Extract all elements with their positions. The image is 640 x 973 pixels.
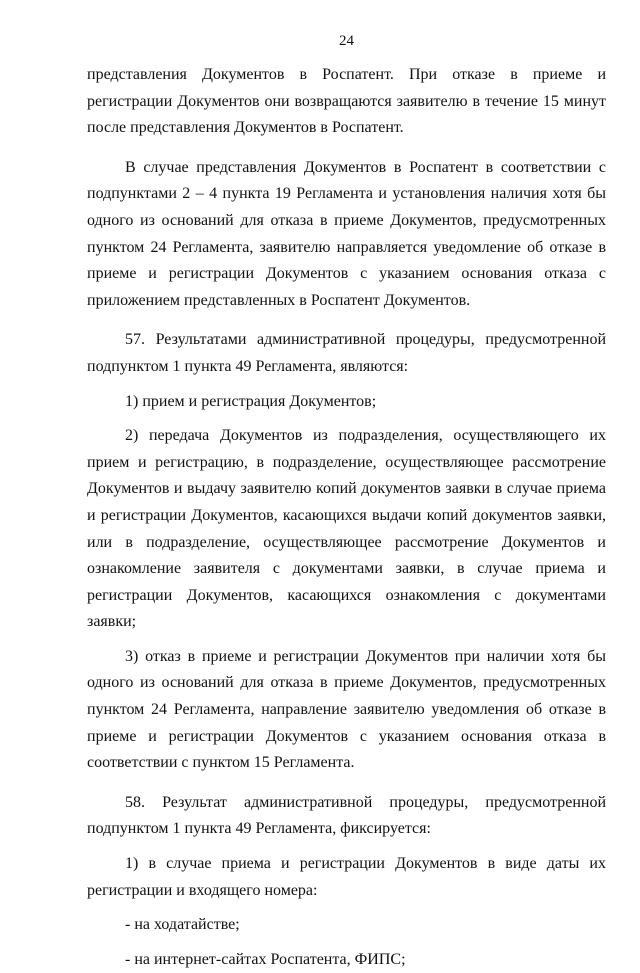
list-item-petition: - на ходатайстве;	[125, 916, 240, 934]
list-item-websites: - на интернет-сайтах Роспатента, ФИПС;	[125, 950, 406, 968]
paragraph-continuation: представления Документов в Роспатент. При отказе в приеме и регистрации Документов они возвращаются заявителю в течение 15 минут после представления Документов в Роспатент.	[87, 66, 606, 137]
paragraph-57-item-2: 2) передача Документов из подразделения, осуществляющего их прием и регистрацию, в подразделение, осуществляющее рассмотрение Документов и выдачу заявителю копий документов заявки в случае приема и регистрации Документов, касающихся выдачи копий документов заявки, или в подразделение, осуществляющее рассмотрение Документов и ознакомление заявителя с документами заявки, в случае приема и регистрации Документов, касающихся ознакомления с документами заявки;	[87, 427, 606, 631]
paragraph-57-item-3: 3) отказ в приеме и регистрации Документов при наличии хотя бы одного из оснований для отказа в приеме Документов, предусмотренных пунктом 24 Регламента, направление заявителю уведомления об отказе в приеме и регистрации Документов с указанием основания отказа в соответствии с пунктом 15 Регламента.	[87, 647, 606, 772]
paragraph-58-item-1: 1) в случае приема и регистрации Документов в виде даты их регистрации и входящего номера:	[87, 855, 606, 899]
paragraph-57-item-1: 1) прием и регистрация Документов;	[125, 392, 377, 410]
page-number: 24	[339, 33, 354, 49]
paragraph-58-result: 58. Результат административной процедуры, предусмотренной подпунктом 1 пункта 49 Регламента, фиксируется:	[87, 793, 606, 838]
paragraph-refusal-notice: В случае представления Документов в Роспатент в соответствии с подпунктами 2 – 4 пункта 19 Регламента и установления наличия хотя бы одного из оснований для отказа в приеме Документов, предусмотренных пунктом 24 Регламента, заявителю направляется уведомление об отказе в приеме и регистрации Документов с указанием основания отказа с приложением представленных в Роспатент Документов.	[87, 158, 606, 309]
paragraph-57-results: 57. Результатами административной процедуры, предусмотренной подпунктом 1 пункта 49 Регламента, являются:	[87, 331, 606, 375]
